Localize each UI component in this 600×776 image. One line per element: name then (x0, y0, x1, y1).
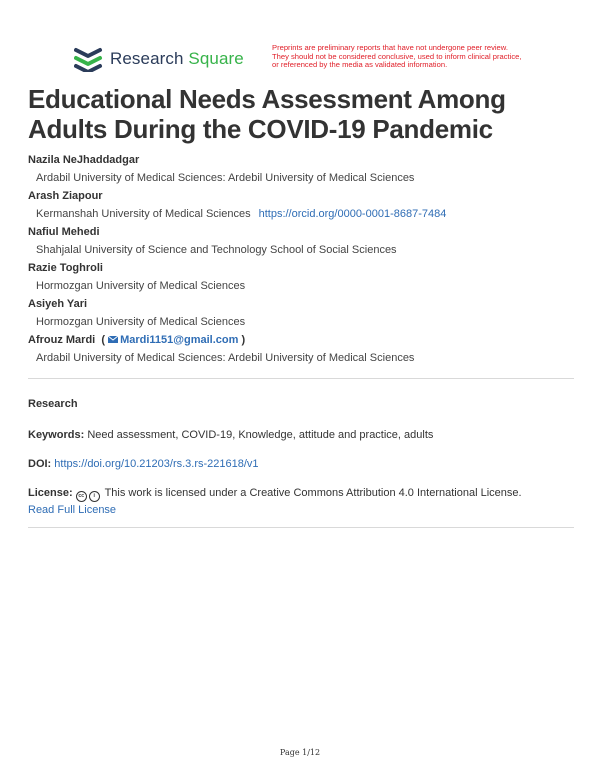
author-name: Afrouz Mardi (28, 334, 96, 346)
author-affiliation: Kermanshah University of Medical Sciences (36, 208, 251, 220)
author-affiliation: Hormozgan University of Medical Sciences (36, 280, 246, 292)
license-link-row (28, 504, 578, 516)
cc-icon: cc (76, 491, 87, 502)
read-full-license-link[interactable]: Read Full License (28, 504, 117, 516)
article-type: Research (28, 398, 78, 410)
logo-word-square: Square (188, 49, 244, 68)
keywords-label: Keywords: (28, 429, 85, 441)
license-label: License: (28, 487, 73, 499)
author-name: Nazila NeJhaddadgar (28, 154, 140, 166)
disclaimer-line-1: Preprints are preliminary reports that have not undergone peer review. (272, 43, 508, 52)
author-name: Nafiul Mehedi (28, 226, 100, 238)
author-list (28, 151, 578, 367)
corresponding-author: Afrouz Mardi ( Mardi1151@gmail.com ) (28, 334, 246, 346)
section-divider (28, 378, 574, 379)
author-name: Razie Toghroli (28, 262, 103, 274)
keywords-row (28, 429, 578, 441)
keywords-value: Need assessment, COVID-19, Knowledge, attitude and practice, adults (87, 429, 434, 441)
author-affiliation: Ardabil University of Medical Sciences: Ardebil University of Medical Sciences (36, 352, 415, 364)
research-square-logo[interactable] (74, 46, 244, 72)
doi-label: DOI: (28, 458, 52, 470)
author-email-link[interactable] (108, 334, 238, 346)
doi-row (28, 458, 578, 470)
disclaimer-line-2: They should not be considered conclusive, used to inform clinical practice, (272, 51, 522, 61)
logo-wordmark (110, 49, 244, 69)
author-name: Asiyeh Yari (28, 298, 88, 310)
research-square-logo-icon (74, 46, 104, 72)
author-email: Mardi1151@gmail.com (120, 334, 239, 346)
disclaimer-line-3: or referenced by the media as validated information. (272, 60, 448, 70)
author-affiliation: Hormozgan University of Medical Sciences (36, 316, 246, 328)
paper-title: Educational Needs Assessment Among Adults During the COVID-19 Pandemic (28, 84, 506, 144)
license-text: This work is licensed under a Creative Commons Attribution 4.0 International License. (104, 487, 522, 499)
author-affiliation-row (28, 205, 578, 223)
by-icon: i (89, 491, 100, 502)
author-affiliation: Shahjalal University of Science and Technology School of Social Sciences (36, 244, 397, 256)
doi-link[interactable]: https://doi.org/10.21203/rs.3.rs-221618/v1 (54, 458, 259, 470)
page-number: Page 1/12 (279, 748, 321, 757)
author-affiliation: Ardabil University of Medical Sciences: Ardebil University of Medical Sciences (36, 172, 415, 184)
orcid-link[interactable]: https://orcid.org/0000-0001-8687-7484 (258, 208, 447, 220)
preprint-disclaimer (272, 44, 542, 70)
logo-word-research: Research (110, 49, 184, 68)
license-row (28, 487, 578, 502)
section-divider (28, 527, 574, 528)
mail-icon (108, 336, 118, 343)
author-name: Arash Ziapour (28, 190, 103, 202)
